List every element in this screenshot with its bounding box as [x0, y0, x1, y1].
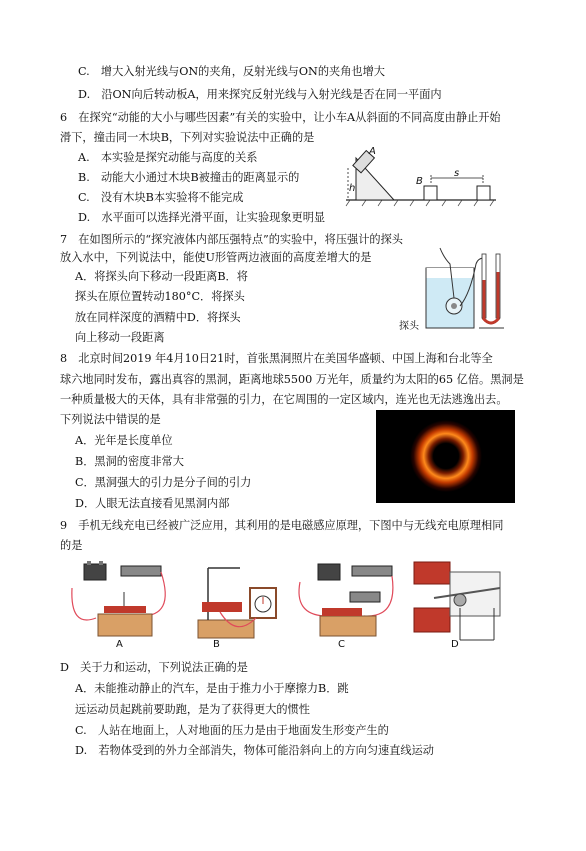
fig6-label-s: s — [454, 168, 460, 179]
fig7-label-probe: 探头 — [399, 321, 419, 332]
fig6-label-a: A — [369, 146, 376, 157]
q6-stem-1: 6 在探究“动能的大小与哪些因素”有关的实验中，让小车A从斜面的不同高度由静止开始 — [60, 111, 501, 124]
q9-stem-1: 9 手机无线充电已经被广泛应用，其利用的是电磁感应原理，下图中与无线充电原理相同 — [60, 519, 504, 532]
q8-stem-1: 8 北京时间2019 年4月10日21时，首张黑洞照片在美国华盛顿、中国上海和台北等全 — [60, 352, 493, 365]
fig9-label-c: C — [338, 639, 345, 650]
q6-option-d: D. 水平面可以选择光滑平面，让实验现象更明显 — [78, 211, 326, 224]
q8-option-c: C．黑洞强大的引力是分子间的引力 — [75, 476, 252, 489]
q5-option-d: D. 沿ON向后转动板A，用来探究反射光线与入射光线是否在同一平面内 — [78, 88, 442, 101]
q6-option-c: C. 没有木块B本实验将不能完成 — [78, 191, 244, 204]
q8-option-d: D．人眼无法直接看见黑洞内部 — [75, 497, 230, 510]
q10-option-ab-1: A．未能推动静止的汽车，是由于推力小于摩擦力B．跳 — [75, 682, 349, 695]
pressure-gauge-figure — [404, 244, 508, 336]
fig9-label-d: D — [451, 639, 459, 650]
q7-options-3: 放在同样深度的酒精中D．将探头 — [75, 311, 241, 324]
fig6-label-h: h — [349, 183, 356, 194]
fig9-label-a: A — [116, 639, 123, 650]
q8-stem-3: 一种质量极大的天体，具有非常强的引力，在它周围的一定区域内，连光也无法逃逸出去。 — [60, 393, 508, 406]
q7-stem-2: 放入水中，下列说法中，能使U形管两边液面的高度差增大的是 — [60, 251, 372, 264]
apparatus-figure-a — [66, 558, 176, 648]
q8-option-a: A．光年是长度单位 — [75, 434, 173, 447]
block-b — [424, 186, 437, 200]
q7-options-4: 向上移动一段距离 — [75, 331, 165, 344]
q10-option-c: C. 人站在地面上，人对地面的压力是由于地面发生形变产生的 — [75, 724, 389, 737]
q8-option-b: B．黑洞的密度非常大 — [75, 455, 184, 468]
q7-options-1: A．将探头向下移动一段距离B．将 — [75, 270, 248, 283]
q6-option-a: A. 本实验是探究动能与高度的关系 — [78, 151, 258, 164]
q7-options-2: 探头在原位置转动180°C．将探头 — [75, 290, 245, 303]
q8-stem-4: 下列说法中错误的是 — [60, 413, 161, 426]
q8-stem-2: 球六地同时发布，露出真容的黑洞，距离地球5500 万光年，质量约为太阳的65 亿倍。黑洞是 — [60, 373, 524, 386]
apparatus-figure-d — [408, 558, 512, 648]
q10-option-d: D. 若物体受到的外力全部消失，物体可能沿斜向上的方向匀速直线运动 — [75, 744, 434, 757]
q9-stem-2: 的是 — [60, 539, 83, 552]
fig9-label-b: B — [213, 639, 220, 650]
q10-option-ab-2: 远运动员起跳前要助跑，是为了获得更大的惯性 — [75, 703, 310, 716]
q10-stem: D 关于力和运动，下列说法正确的是 — [60, 661, 248, 674]
q6-stem-2: 滑下，撞击同一木块B，下列对实验说法中正确的是 — [60, 131, 315, 144]
black-hole-photo — [376, 410, 515, 503]
apparatus-figure-c — [290, 558, 400, 648]
q7-stem-1: 7 在如图所示的“探究液体内部压强特点”的实验中，将压强计的探头 — [60, 233, 403, 246]
q6-option-b: B. 动能大小通过木块B被撞击的距离显示的 — [78, 171, 300, 184]
q5-option-c: C. 增大入射光线与ON的夹角，反射光线与ON的夹角也增大 — [78, 65, 385, 78]
apparatus-figure-b — [176, 558, 286, 648]
fig6-label-b: B — [416, 176, 423, 187]
